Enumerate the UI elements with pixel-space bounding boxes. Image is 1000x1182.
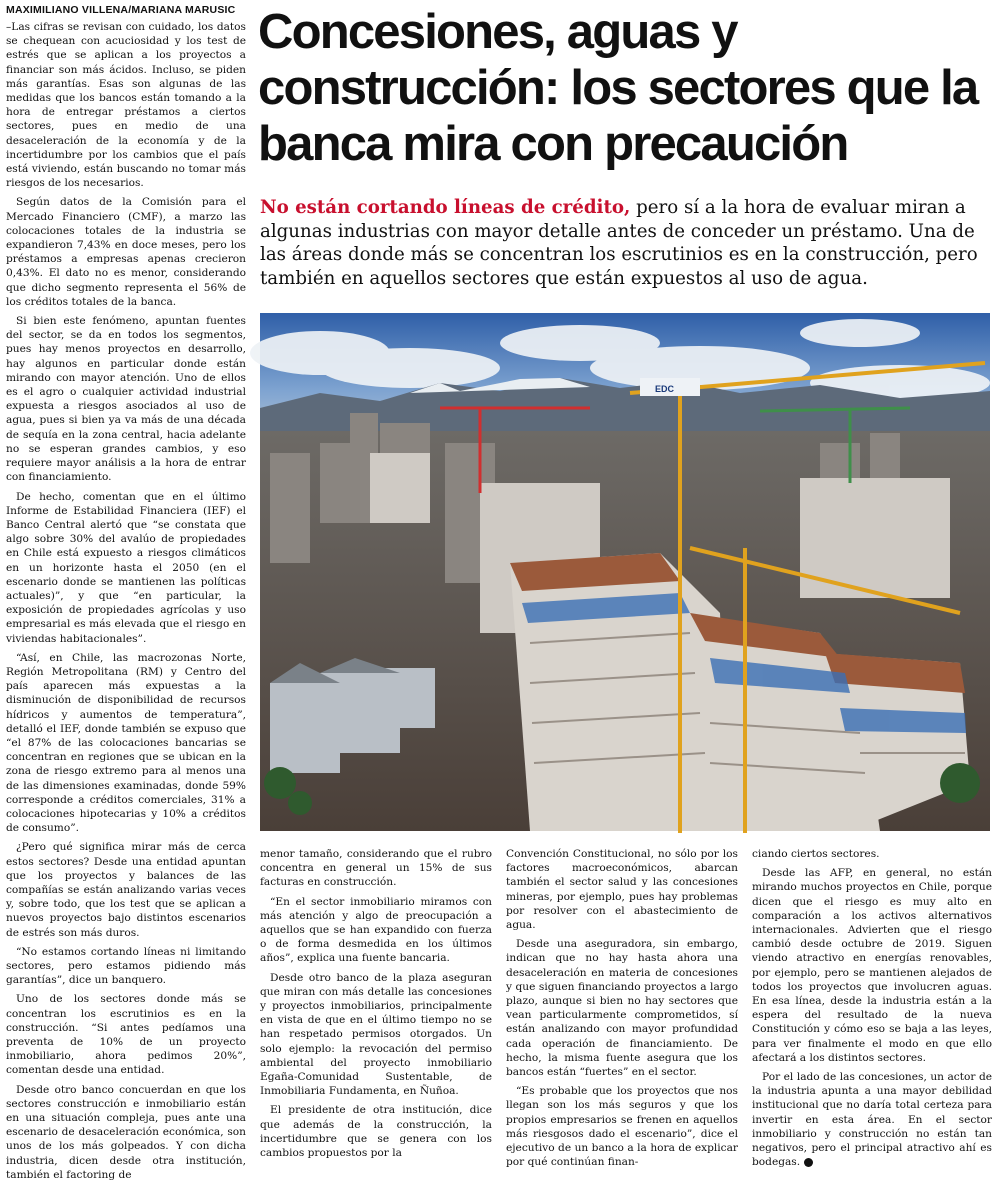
paragraph: Desde otro banco de la plaza aseguran que miran con más detalle las concesiones y proyectos inmobiliarios, principalmente en vista de que en el último tiempo no se han respetado permisos otorgados. Un solo ejemplo: la revocación del permiso ambiental del proyecto inmobiliario Egaña-Comunidad Sustentable, de Inmobiliaria Fundamenta, en Ñuñoa. xyxy=(260,971,492,1098)
paragraph: De hecho, comentan que en el último Informe de Estabilidad Financiera (IEF) el Banco Central alertó que “se constata que algo sobre 30% del avalúo de propiedades en Chile está expuesto a riesgos climáticos en un horizonte hasta el 2050 (en el escenario donde se mantienen las políticas actuales)”, y que “en particular, la exposición de propiedades agrícolas y uso empresarial es más elevada que el riesgo en viviendas habitacionales”. xyxy=(6,490,246,645)
column-3 xyxy=(506,847,738,1169)
byline: MAXIMILIANO VILLENA/MARIANA MARUSIC xyxy=(6,4,236,16)
headline: Concesiones, aguas y construcción: los sectores que la banca mira con precaución xyxy=(258,5,978,171)
paragraph: El presidente de otra institución, dice que además de la construcción, la incertidumbre que se genera con los cambios propuestos por la xyxy=(260,1104,492,1160)
paragraph: Convención Constitucional, no sólo por los factores macroeconómicos, abarcan también el sector salud y las concesiones mineras, por ejemplo, pues hay problemas por resolver con el abastecimiento de agua. xyxy=(506,848,738,932)
paragraph: –Las cifras se revisan con cuidado, los datos se chequean con acuciosidad y los test de estrés que se aplican a los proyectos a financiar son más ácidos. Incluso, se piden más garantías. Esas son algunas de las medidas que los bancos están tomando a la hora de entregar préstamos a ciertos sectores, pues en medio de una desaceleración de la economía y de la incertidumbre por los cambios que el país está viviendo, están buscando no tomar más riesgos de los necesarios. xyxy=(6,21,246,190)
end-mark-icon: P xyxy=(804,1158,813,1167)
paragraph: “Así, en Chile, las macrozonas Norte, Región Metropolitana (RM) y Centro del país aparecen más expuestas a la disminución de disponibilidad de recursos hídricos y aumentos de temperatura”, detalló el IEF, donde también se expuso que “el 87% de las colocaciones bancarias se concentran en regiones que se ubican en la zona de riesgo extremo para al menos una de las dimensiones examinadas, donde 59% corresponde a créditos comerciales, 31% a colocaciones hipotecarias y 10% a créditos de consumo”. xyxy=(6,651,246,835)
paragraph: Desde una aseguradora, sin embargo, indican que no hay hasta ahora una desaceleración en materia de concesiones y que siguen financiando proyectos a largo plazo, aunque si bien no hay sectores que vean particularmente comprometidos, sí están analizando con mayor profundidad cada operación de financiamiento. De hecho, la misma fuente asegura que los bancos están “fuertes” en el sector. xyxy=(506,938,738,1079)
paragraph: Desde las AFP, en general, no están mirando muchos proyectos en Chile, porque dicen que el riesgo es muy alto en comparación a los activos alternativos internacionales. Advierten que el riesgo cambió desde octubre de 2019. Siguen viendo atractivo en energías renovables, por ejemplo, pero se mantienen alejados de todos los proyectos que involucren aguas. En esa línea, desde la industria están a la espera del resultado de la nueva Constitución y cómo eso se baja a las leyes, para ver finalmente el modo en que ello afectará a los distintos sectores. xyxy=(752,867,992,1064)
lede xyxy=(260,196,990,290)
paragraph: “En el sector inmobiliario miramos con más atención y algo de preocupación a aquellos que se han expandido con fuerza o de forma desmedida en los últimos años”, explica una fuente bancaria. xyxy=(260,895,492,965)
paragraph: ¿Pero qué significa mirar más de cerca estos sectores? Desde una entidad apuntan que los proyectos y balances de las compañías se están analizando varias veces y, sobre todo, que los test que se aplican a nuevos proyectos bajo distintos escenarios de estrés son más duros. xyxy=(6,841,246,939)
paragraph: Según datos de la Comisión para el Mercado Financiero (CMF), a marzo las colocaciones totales de la industria se expandieron 7,43% en doce meses, pero los préstamos a empresas apenas crecieron 0,43%. El dato no es menor, considerando que dicho segmento representa el 56% de los créditos totales de la banca. xyxy=(6,196,246,308)
paragraph: Desde otro banco concuerdan en que los sectores construcción e inmobiliario están en una situación compleja, pues ante una escenario de desaceleración económica, son unos de los más golpeados. Y con dicha industria, dicen desde otra institución, también el factoring de xyxy=(6,1083,246,1181)
paragraph: ciando ciertos sectores. xyxy=(752,848,880,860)
construction-photo xyxy=(260,313,990,831)
paragraph: Uno de los sectores donde más se concentran los escrutinios es en la construcción. “Si antes pedíamos una preventa de 10% de un proyecto inmobiliario, ahora pedimos 20%”, comentan desde una entidad. xyxy=(6,993,246,1077)
paragraph-text: Por el lado de las concesiones, un actor de la industria apunta a una mayor debilidad institucional que no daría total certeza para invertir en esta área. En el sector inmobiliario y construcción no están tan negativos, pero el principal atractivo ahí es bodegas. xyxy=(752,1071,992,1169)
paragraph: Si bien este fenómeno, apuntan fuentes del sector, se da en todos los segmentos, pues hay menos proyectos en desarrollo, hay algunos en particular donde están mirando con mayor atención. Uno de ellos es el agro o cualquier actividad industrial expuesta a riesgos asociados al uso de agua, pues si bien ya va más de una década de sequía en la zona central, hacia adelante no se esperan grandes cambios, y eso requiere mayor análisis a la hora de entrar con financiamiento. xyxy=(6,315,246,484)
column-4 xyxy=(752,847,992,1169)
column-1 xyxy=(6,20,246,1181)
lede-highlight: No están cortando líneas de crédito, xyxy=(260,197,631,218)
crane-label: EDC xyxy=(655,384,675,394)
paragraph: “Es probable que los proyectos que nos llegan son los más seguros y que los propios empresarios se frenen en aquellos más riesgosos dado el escenario”, dice el ejecutivo de un banco a la hora de explicar por qué continúan finan- xyxy=(506,1085,738,1169)
lede-text: pero sí a la hora de evaluar miran a algunas industrias con mayor detalle antes de conceder un préstamo. Una de las áreas donde más se concentran los escrutinios es en la construcción, pero también en aquellos sectores que están expuestos al uso de agua. xyxy=(260,197,978,289)
paragraph xyxy=(752,1070,992,1169)
column-2 xyxy=(260,847,492,1159)
paragraph: “No estamos cortando líneas ni limitando sectores, pero estamos pidiendo más garantías”, dice un banquero. xyxy=(6,945,246,987)
paragraph: menor tamaño, considerando que el rubro concentra en general un 15% de sus facturas en construcción. xyxy=(260,848,492,889)
